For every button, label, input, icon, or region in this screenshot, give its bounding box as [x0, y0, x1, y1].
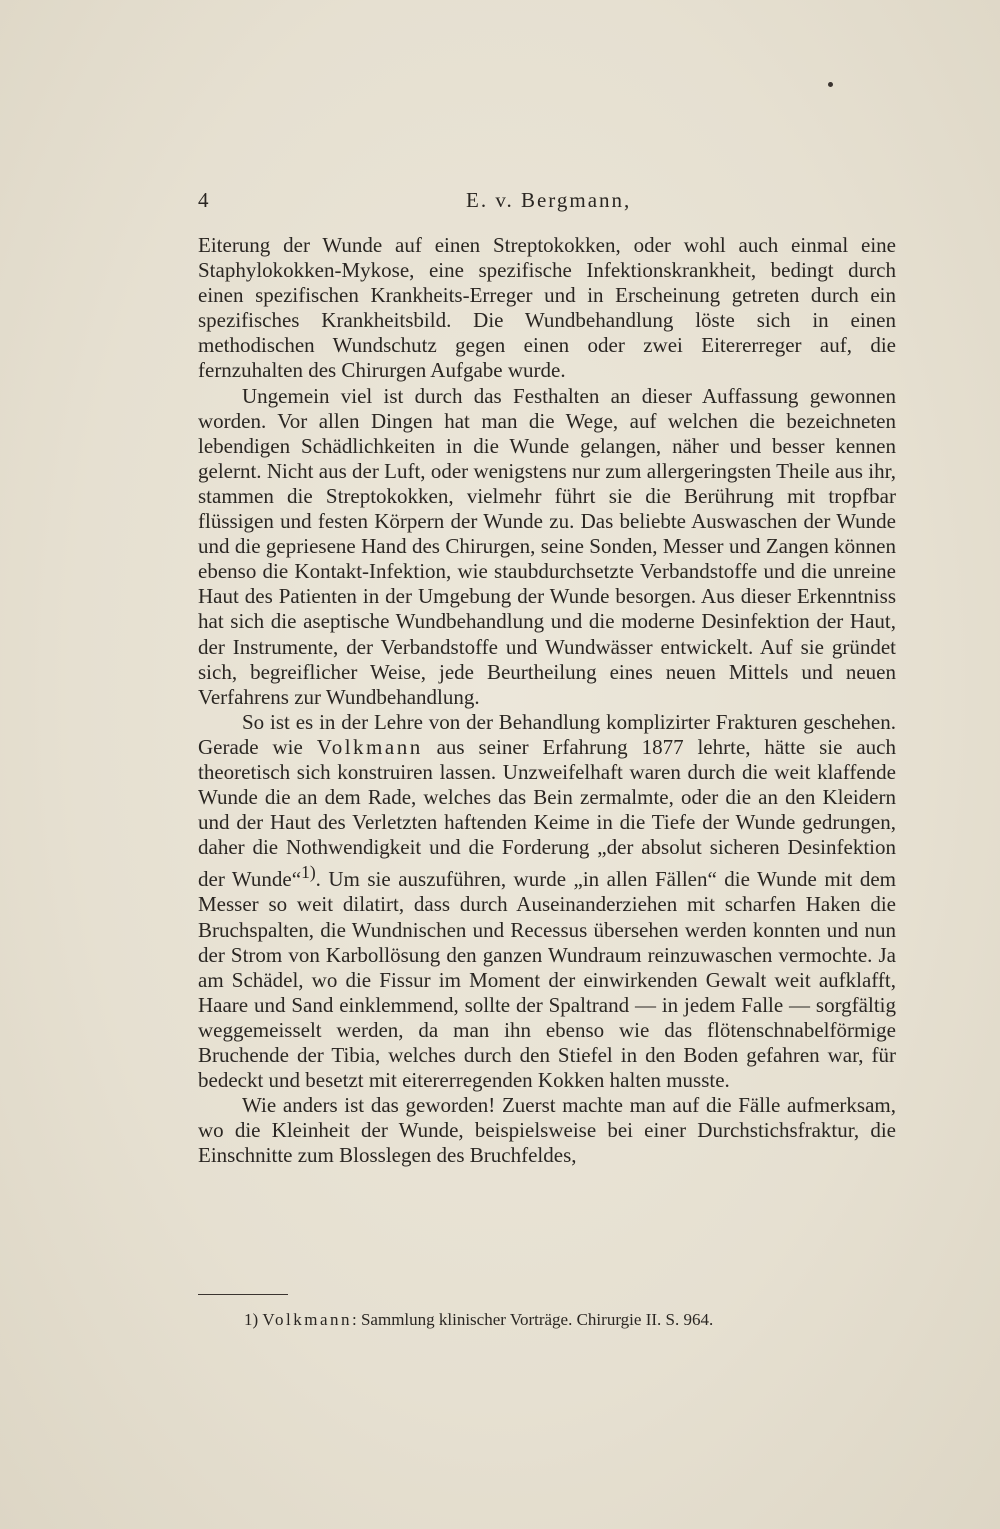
paragraph-3-text-middle: aus seiner Erfahrung 1877 lehrte, hätte sie auch theoretisch sich konstruiren lassen. Unzweifelhaft waren durch die weit klaffende Wunde die an dem Rade, welches das Bein zermalmte, oder die an den Kleidern und der Haut des Verletzten haftenden Keime in die Tiefe der Wunde gedrungen, daher die Nothwendigkeit und die Forderung „der absolut sicheren Desinfektion der Wunde“	[198, 734, 896, 892]
paragraph-4: Wie anders ist das geworden! Zuerst machte man auf die Fälle aufmerksam, wo die Kleinheit der Wunde, beispielsweise bei einer Durchstichsfraktur, die Einschnitte zum Blosslegen des Bruchfeldes,	[198, 1093, 896, 1168]
footnote-divider	[198, 1294, 288, 1295]
footnote-marker: 1)	[244, 1310, 259, 1329]
footnote	[244, 1309, 864, 1331]
paragraph-3	[198, 710, 896, 1093]
author-name-volkmann: Volkmann	[316, 734, 423, 759]
paragraph-3-text-start: So ist es in der Lehre von der Behandlung komplizirter Frakturen geschehen. Gerade wie	[198, 709, 896, 759]
ink-speck	[828, 82, 833, 87]
paragraph-3-text-end: . Um sie auszuführen, wurde „in allen Fällen“ die Wunde mit dem Messer so weit dilatirt, dass durch Auseinanderziehen mit scharfen Haken die Bruchspalten, die Wundnischen und Recessus übersehen werden konnten und nun der Strom von Karbollösung den ganzen Wundraum reinzuwaschen vermochte. Ja am Schädel, wo die Fissur im Moment der einwirkenden Gewalt weit aufklafft, Haare und Sand einklemmend, sollte der Spaltrand — in jedem Falle — sorgfältig weggemeisselt werden, da man ihn ebenso wie das flötenschnabelförmige Bruchende der Tibia, welches durch den Stiefel in den Boden gefahren war, für bedeckt und besetzt mit eitererregenden Kokken halten musste.	[198, 867, 896, 1093]
footnote-author: Volkmann	[262, 1310, 352, 1329]
paragraph-1: Eiterung der Wunde auf einen Streptokokken, oder wohl auch einmal eine Staphylokokken-Mykose, eine spezifische Infektionskrankheit, bedingt durch einen spezifischen Krankheits-Erreger und in Erscheinung getreten durch ein spezifisches Krankheitsbild. Die Wundbehandlung löste sich in einen methodischen Wundschutz gegen einen oder zwei Eitererreger auf, die fernzuhalten des Chirurgen Aufgabe wurde.	[198, 233, 896, 383]
page-header	[198, 188, 896, 218]
running-head: E. v. Bergmann,	[466, 188, 632, 212]
footnote-reference: 1)	[301, 862, 316, 883]
page-number: 4	[198, 188, 209, 212]
paragraph-2: Ungemein viel ist durch das Festhalten an dieser Auffassung gewonnen worden. Vor allen Dingen hat man die Wege, auf welchen die bezeichneten lebendigen Schädlichkeiten in die Wunde gelangen, näher und besser kennen gelernt. Nicht aus der Luft, oder wenigstens nur zum allergeringsten Theile aus ihr, stammen die Streptokokken, vielmehr führt sie die Berührung mit tropfbar flüssigen und festen Körpern der Wunde zu. Das beliebte Auswaschen der Wunde und die gepriesene Hand des Chirurgen, seine Sonden, Messer und Zangen können ebenso die Kontakt-Infektion, wie staubdurchsetzte Verbandstoffe und die unreine Haut des Patienten in der Umgebung der Wunde besorgen. Aus dieser Erkenntniss hat sich die aseptische Wundbehandlung und die moderne Desinfektion der Haut, der Instrumente, der Verbandstoffe und Wundwässer entwickelt. Auf sie gründet sich, begreiflicher Weise, jede Beurtheilung eines neuen Mittels und neuen Verfahrens zur Wundbehandlung.	[198, 383, 896, 709]
footnote-text: : Sammlung klinischer Vorträge. Chirurgie II. S. 964.	[352, 1310, 714, 1329]
body-text	[198, 233, 896, 1168]
